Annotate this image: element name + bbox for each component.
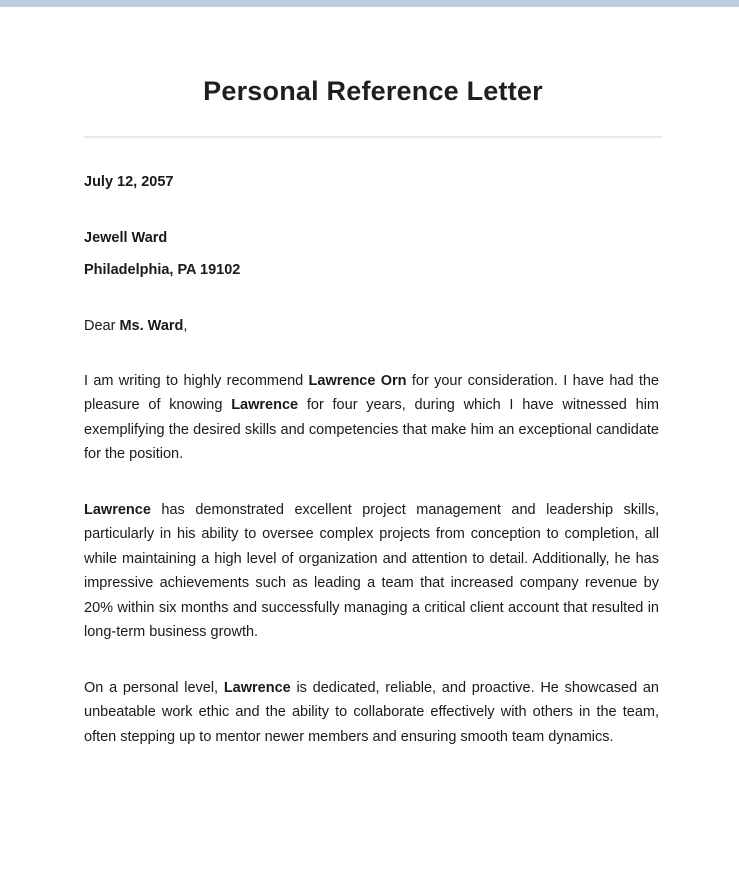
- recipient-address: Philadelphia, PA 19102: [84, 262, 241, 278]
- paragraph-text: has demonstrated excellent project management and leadership skills, particularly in his ability to oversee complex projects from conception to completion, all while maintaining a high level of organization and attention to detail. Additionally, he has impressive achievements such as leading a team that increased company revenue by 20% within six months and successfully managing a critical client account that resulted in long-term business growth.: [84, 502, 659, 641]
- candidate-full-name: Lawrence Orn: [308, 373, 407, 389]
- top-accent-bar: [0, 0, 739, 7]
- candidate-name: Lawrence: [231, 397, 299, 414]
- salutation-name: Ms. Ward: [119, 318, 184, 334]
- paragraph-text: for your consideration. I have had the pleasure of knowing: [84, 373, 659, 414]
- paragraph-text: is dedicated, reliable, and proactive. He showcased an unbeatable work ethic and the ability to collaborate effectively with others in the team, often stepping up to mentor newer members and ensuring smooth team dynamics.: [84, 680, 659, 745]
- paragraph-text: I am writing to highly recommend: [84, 373, 309, 389]
- page-title: Personal Reference Letter: [203, 76, 543, 106]
- title-divider: [84, 136, 662, 138]
- body-paragraph-1: [84, 369, 659, 467]
- body-paragraph-3: [84, 676, 659, 749]
- salutation-punctuation: ,: [183, 318, 188, 334]
- letter-date: July 12, 2057: [84, 174, 174, 190]
- body-paragraph-2: [84, 498, 659, 644]
- recipient-name: Jewell Ward: [84, 230, 168, 246]
- candidate-name: Lawrence: [223, 680, 291, 696]
- paragraph-text: for four years, during which I have witnessed him exemplifying the desired skills and competencies that make him an exceptional candidate for the position.: [84, 397, 659, 463]
- paragraph-text: On a personal level,: [84, 680, 224, 696]
- salutation-greeting: Dear: [84, 318, 116, 334]
- candidate-name: Lawrence: [84, 502, 151, 518]
- salutation: [84, 316, 187, 336]
